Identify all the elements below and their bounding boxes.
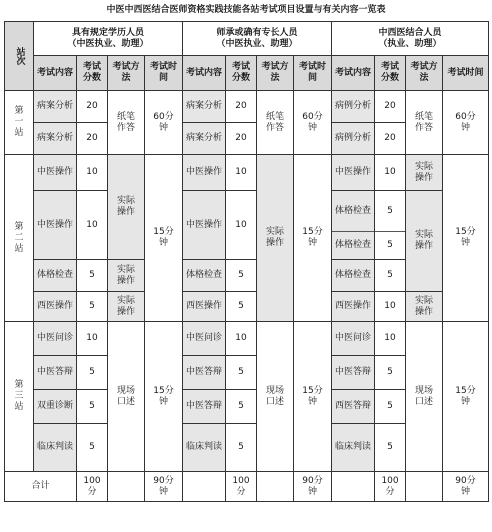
- table-cell: 20: [77, 91, 108, 123]
- table-cell: 中医答辩: [34, 356, 77, 390]
- table-cell: 中医操作: [332, 155, 375, 191]
- col-header-method: 考试方法: [406, 56, 443, 91]
- table-cell: 体格检查: [34, 260, 77, 292]
- table-cell: 5: [77, 424, 108, 472]
- table-cell: 10: [226, 322, 257, 356]
- table-cell: 临床判读: [34, 424, 77, 472]
- col-header-time: 考试时间: [443, 56, 489, 91]
- total-score-2: 100分: [226, 472, 257, 502]
- table-cell: 西医操作: [332, 292, 375, 322]
- table-cell: [332, 472, 375, 502]
- group-header-2: 师承或确有专长人员 （中医执业、助理）: [183, 22, 332, 56]
- table-cell: 现场口述: [257, 322, 294, 472]
- table-cell: 20: [77, 123, 108, 155]
- table-cell: 西医操作: [34, 292, 77, 322]
- col-header-content: 考试内容: [183, 56, 226, 91]
- table-cell: 纸笔作答: [108, 91, 145, 155]
- table-cell: 5: [375, 390, 406, 424]
- table-cell: 体格检查 体格检查: [332, 191, 375, 260]
- table-cell: 临床判读: [183, 424, 226, 472]
- col-header-method: 考试方法: [257, 56, 294, 91]
- col-header-time: 考试时间: [145, 56, 183, 91]
- table-cell: 实际操作: [406, 292, 443, 322]
- table-cell: 5: [375, 260, 406, 292]
- table-cell: 实际操作: [257, 155, 294, 322]
- table-cell: [406, 472, 443, 502]
- table-title: 中医中西医结合医师资格实践技能各站考试项目设置与有关内容一览表: [106, 5, 386, 15]
- table-cell: 实际操作: [108, 155, 145, 260]
- table-cell: 体格检查: [332, 260, 375, 292]
- table-cell: 5: [226, 292, 257, 322]
- col-header-content: 考试内容: [332, 56, 375, 91]
- table-cell: 体格检查: [183, 260, 226, 292]
- table-cell: 实际操作: [108, 260, 145, 292]
- table-cell: 5: [77, 260, 108, 292]
- table-cell: 15分钟: [294, 322, 332, 472]
- table-cell: 10: [77, 322, 108, 356]
- table-cell: 5 5: [375, 191, 406, 260]
- station-3: 第三站: [5, 322, 34, 472]
- table-cell: 西医答辩: [332, 390, 375, 424]
- table-cell: 病案分析: [183, 123, 226, 155]
- table-cell: 20: [375, 91, 406, 123]
- table-cell: 病案分析: [34, 91, 77, 123]
- table-cell: 实际操作: [406, 155, 443, 191]
- table-cell: 5: [77, 356, 108, 390]
- table-cell: 病例分析: [332, 123, 375, 155]
- table-cell: 10: [226, 191, 257, 260]
- table-cell: 中医问诊: [34, 322, 77, 356]
- table-cell: 60分钟: [294, 91, 332, 155]
- total-time-1: 90分钟: [145, 472, 183, 502]
- col-header-time: 考试时间: [294, 56, 332, 91]
- table-cell: 5: [77, 292, 108, 322]
- station-2: 第二站: [5, 155, 34, 322]
- table-cell: 中医问诊: [183, 322, 226, 356]
- group-header-1: 具有规定学历人员 （中医执业、助理）: [34, 22, 183, 56]
- station-header: 站次: [5, 22, 34, 91]
- table-cell: 15分钟: [443, 155, 489, 322]
- table-cell: [183, 472, 226, 502]
- table-cell: 中医操作: [183, 155, 226, 191]
- table-cell: 10: [375, 292, 406, 322]
- table-cell: 中医操作: [183, 191, 226, 260]
- total-label: 合计: [5, 472, 77, 502]
- table-cell: 5: [226, 260, 257, 292]
- total-time-2: 90分钟: [294, 472, 332, 502]
- col-header-score: 考试分数: [226, 56, 257, 91]
- table-cell: 5: [375, 356, 406, 390]
- table-cell: 15分钟: [145, 155, 183, 322]
- col-header-score: 考试分数: [375, 56, 406, 91]
- table-cell: 10: [226, 155, 257, 191]
- table-cell: 5: [375, 424, 406, 472]
- table-cell: 西医操作: [183, 292, 226, 322]
- table-cell: 纸笔作答: [406, 91, 443, 155]
- table-cell: 实际操作: [406, 191, 443, 292]
- table-cell: 10: [77, 155, 108, 191]
- table-cell: 临床判读: [332, 424, 375, 472]
- col-header-score: 考试分数: [77, 56, 108, 91]
- table-cell: 中医操作: [34, 155, 77, 191]
- table-cell: 10: [77, 191, 108, 260]
- table-cell: 现场口述: [108, 322, 145, 472]
- total-score-3: 100分: [375, 472, 406, 502]
- table-cell: 实际操作: [108, 292, 145, 322]
- table-cell: 现场口述: [406, 322, 443, 472]
- table-cell: [108, 472, 145, 502]
- table-cell: 中医操作: [34, 191, 77, 260]
- table-cell: 5: [226, 356, 257, 390]
- table-cell: 60分钟: [145, 91, 183, 155]
- table-cell: 病案分析: [183, 91, 226, 123]
- table-cell: 中医答辩: [332, 356, 375, 390]
- table-cell: 5: [77, 390, 108, 424]
- table-cell: 5: [226, 424, 257, 472]
- col-header-method: 考试方法: [108, 56, 145, 91]
- table-cell: 中医答辩: [183, 390, 226, 424]
- station-1: 第一站: [5, 91, 34, 155]
- table-cell: 15分钟: [294, 155, 332, 322]
- total-time-3: 90分钟: [443, 472, 489, 502]
- total-score-1: 100分: [77, 472, 108, 502]
- col-header-content: 考试内容: [34, 56, 77, 91]
- table-cell: 60分钟: [443, 91, 489, 155]
- table-cell: 20: [226, 123, 257, 155]
- table-cell: 10: [375, 322, 406, 356]
- table-cell: 双重诊断: [34, 390, 77, 424]
- table-cell: 纸笔作答: [257, 91, 294, 155]
- table-cell: 病案分析: [34, 123, 77, 155]
- table-cell: 20: [226, 91, 257, 123]
- table-cell: [257, 472, 294, 502]
- group-header-3: 中西医结合人员 （执业、助理）: [332, 22, 489, 56]
- table-cell: 5: [226, 390, 257, 424]
- table-cell: 20: [375, 123, 406, 155]
- table-cell: 15分钟: [443, 322, 489, 472]
- table-cell: 中医答辩: [183, 356, 226, 390]
- table-cell: 10: [375, 155, 406, 191]
- table-cell: 病例分析: [332, 91, 375, 123]
- exam-table: [4, 21, 489, 502]
- table-cell: 中医问诊: [332, 322, 375, 356]
- table-cell: 15分钟: [145, 322, 183, 472]
